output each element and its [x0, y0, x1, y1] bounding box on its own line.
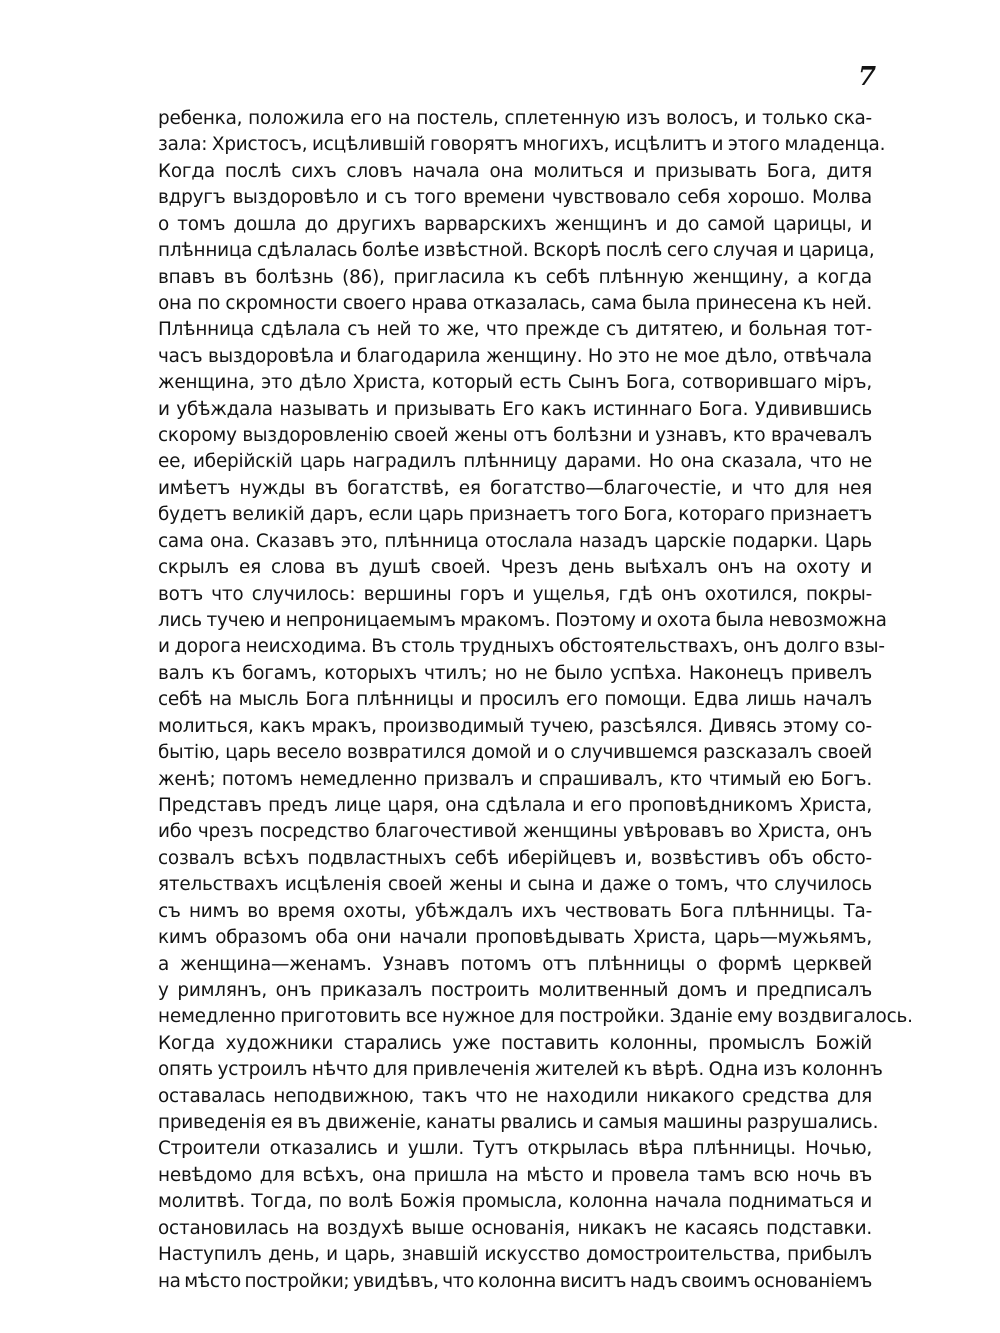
- text-line: будетъ великій даръ, если царь признаетъ того Бога, котораго признаетъ: [158, 504, 872, 526]
- text-line: валъ къ богамъ, которыхъ чтилъ; но не было успѣха. Наконецъ привелъ: [158, 662, 872, 684]
- text-line: впавъ въ болѣзнь (86), пригласила къ себѣ плѣнную женщину, а когда: [158, 266, 872, 288]
- text-line: молитвѣ. Тогда, по волѣ Божія промысла, колонна начала подниматься и: [158, 1191, 872, 1213]
- text-line: ибо чрезъ посредство благочестивой женщины увѣровавъ во Христа, онъ: [158, 821, 872, 843]
- text-line: и дорога неисходима. Въ столь трудныхъ обстоятельствахъ, онъ долго взы-: [158, 636, 885, 658]
- text-line: зала: Христосъ, исцѣлившій говорятъ многихъ, исцѣлитъ и этого младенца.: [158, 134, 886, 156]
- text-line: скорому выздоровленію своей жены отъ болѣзни и узнавъ, кто врачевалъ: [158, 425, 872, 447]
- text-line: молиться, какъ мракъ, производимый тучею, разсѣялся. Дивясь этому со-: [158, 715, 872, 737]
- text-line: съ нимъ во время охоты, убѣждалъ ихъ чествовать Бога плѣнницы. Та-: [158, 900, 872, 922]
- text-line: ятельствахъ исцѣленія своей жены и сына и даже о томъ, что случилось: [158, 874, 872, 896]
- text-line: оставалась неподвижною, такъ что не находили никакого средства для: [158, 1085, 872, 1107]
- text-line: ее, иберійскій царь наградилъ плѣнницу дарами. Но она сказала, что не: [158, 451, 872, 473]
- text-line: а женщина—женамъ. Узнавъ потомъ отъ плѣнницы о формѣ церквей: [158, 953, 872, 975]
- text-line: женѣ; потомъ немедленно призвалъ и спрашивалъ, кто чтимый ею Богъ.: [158, 768, 872, 790]
- text-line: о томъ дошла до другихъ варварскихъ женщинъ и до самой царицы, и: [158, 213, 872, 235]
- text-line: вотъ что случилось: вершины горъ и ущелья, гдѣ онъ охотился, покры-: [158, 583, 872, 605]
- text-line: Представъ предъ лице царя, она сдѣлала и его проповѣдникомъ Христа,: [158, 794, 872, 816]
- text-line: невѣдомо для всѣхъ, она пришла на мѣсто и провела тамъ всю ночь въ: [158, 1164, 872, 1186]
- text-line: Когда послѣ сихъ словъ начала она молиться и призывать Бога, дитя: [158, 160, 872, 182]
- text-line: у римлянъ, онъ приказалъ построить молитвенный домъ и предписалъ: [158, 979, 872, 1001]
- text-line: сама она. Сказавъ это, плѣнница отослала назадъ царскіе подарки. Царь: [158, 530, 872, 552]
- text-line: приведенія ея въ движеніе, канаты рвались и самыя машины разрушались.: [158, 1112, 879, 1134]
- text-line: женщина, это дѣло Христа, который есть Сынъ Бога, сотворившаго міръ,: [158, 372, 872, 394]
- text-line: кимъ образомъ оба они начали проповѣдывать Христа, царь—мужьямъ,: [158, 927, 872, 949]
- text-line: ребенка, положила его на постель, сплетенную изъ волосъ, и только ска-: [158, 108, 872, 129]
- text-line: имѣетъ нужды въ богатствѣ, ея богатство—благочестіе, и что для нея: [158, 477, 872, 499]
- text-line: часъ выздоровѣла и благодарила женщину. Но это не мое дѣло, отвѣчала: [158, 345, 872, 367]
- text-line: Плѣнница сдѣлала съ ней то же, что прежде съ дитятею, и больная тот-: [158, 319, 872, 341]
- text-line: Наступилъ день, и царь, знавшій искусство домостроительства, прибылъ: [158, 1244, 872, 1266]
- text-line: она по скромности своего нрава отказалась, сама была принесена къ ней.: [158, 292, 872, 314]
- text-line: созвалъ всѣхъ подвластныхъ себѣ иберійцевъ и, возвѣстивъ объ обсто-: [158, 847, 872, 869]
- page-number: 7: [858, 62, 877, 92]
- text-line: вдругъ выздоровѣло и съ того времени чувствовало себя хорошо. Молва: [158, 187, 872, 209]
- text-line: немедленно приготовить все нужное для постройки. Зданіе ему воздвигалось.: [158, 1006, 913, 1028]
- text-line: на мѣсто постройки; увидѣвъ, что колонна виситъ надъ своимъ основаніемъ: [158, 1270, 872, 1292]
- text-line: Когда художники старались уже поставить колонны, промыслъ Божій: [158, 1032, 872, 1054]
- text-line: себѣ на мысль Бога плѣнницы и просилъ его помощи. Едва лишь началъ: [158, 689, 872, 711]
- text-line: и убѣждала называть и призывать Его какъ истиннаго Бога. Удивившись: [158, 398, 872, 420]
- text-line: бытію, царь весело возвратился домой и о случившемся разсказалъ своей: [158, 742, 872, 764]
- text-line: Строители отказались и ушли. Тутъ открылась вѣра плѣнницы. Ночью,: [158, 1138, 872, 1160]
- text-line: остановилась на воздухѣ выше основанія, никакъ не касаясь подставки.: [158, 1217, 872, 1239]
- text-line: лись тучею и непроницаемымъ мракомъ. Поэтому и охота была невозможна: [158, 610, 887, 632]
- body-text: [158, 106, 913, 1295]
- text-line: скрылъ ея слова въ душѣ своей. Чрезъ день выѣхалъ онъ на охоту и: [158, 557, 872, 579]
- text-line: плѣнница сдѣлалась болѣе извѣстной. Вскорѣ послѣ сего случая и царица,: [158, 240, 875, 262]
- text-line: опять устроилъ нѣчто для привлеченія жителей къ вѣрѣ. Одна изъ колоннъ: [158, 1059, 883, 1081]
